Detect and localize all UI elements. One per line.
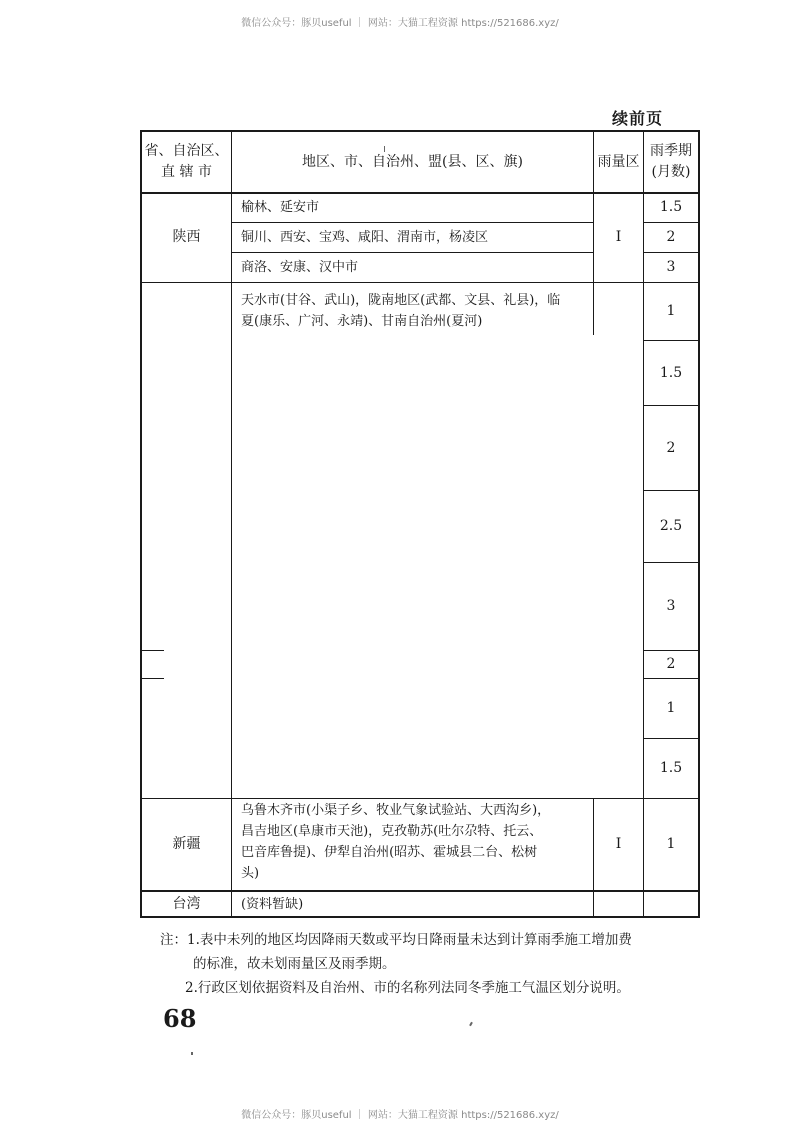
header-rain-zone: 雨量区 (597, 153, 640, 170)
province-cell: 陕西 (172, 229, 201, 245)
months-cell: 2 (666, 229, 676, 245)
region-cell: (资料暂缺) (241, 896, 304, 912)
table-notes (160, 928, 720, 1000)
months-cell: 2.5 (659, 518, 683, 534)
rain-zone-table (140, 130, 700, 918)
region-line: 头) (241, 866, 260, 881)
header-province-line1: 省、自治区、 (144, 143, 229, 159)
header-province-line2: 直 辖 市 (161, 164, 212, 180)
scan-speck (384, 146, 385, 152)
region-cell (241, 290, 593, 332)
region-line: 乌鲁木齐市(小渠子乡、牧业气象试验站、大西沟乡)， (241, 803, 551, 818)
table-border-right (698, 130, 700, 918)
scan-speck (469, 1022, 473, 1026)
page-number: 68 (163, 1004, 197, 1033)
region-line: 天水市(甘谷、武山)，陇南地区(武都、文县、礼县)，临 (241, 293, 561, 308)
months-cell: 1.5 (659, 199, 683, 215)
months-cell: 1.5 (659, 364, 683, 381)
row-rule-9a (140, 678, 164, 679)
months-cell: 1.5 (659, 760, 683, 776)
row-rule-8a (140, 650, 164, 651)
note-line: 注：1.表中未列的地区均因降雨天数或平均日降雨量未达到计算雨季施工增加费 (160, 932, 632, 948)
header-province (142, 132, 231, 192)
region-line: 夏(康乐、广河、永靖)、甘南自治州(夏河) (241, 314, 483, 329)
table-border-bottom (140, 916, 700, 918)
note-line: 的标准，故未划雨量区及雨季期。 (193, 956, 396, 972)
header-rain-period-line1: 雨季期 (650, 143, 692, 159)
region-cell: 商洛、安康、汉中市 (241, 260, 359, 275)
province-cell: 新疆 (172, 836, 201, 852)
continued-label: 续前页 (612, 109, 664, 128)
rain-zone-cell: Ⅰ (615, 836, 622, 852)
header-rain-period-line2: (月数) (651, 164, 691, 180)
note-line: 2.行政区划依据资料及自治州、市的名称列法同冬季施工气温区划分说明。 (185, 980, 630, 996)
header-region: 地区、市、自治州、盟(县、区、旗) (302, 153, 523, 170)
watermark-top: 微信公众号：豚贝useful ｜ 网站：大猫工程资源 https://521686.xyz/ (241, 18, 559, 29)
months-cell: 1 (666, 836, 676, 852)
row-rule-3 (140, 282, 700, 283)
rain-zone-cell: Ⅰ (615, 229, 622, 245)
watermark-bottom: 微信公众号：豚贝useful ｜ 网站：大猫工程资源 https://521686.xyz/ (241, 1110, 559, 1121)
region-line: 巴音库鲁提)、伊犁自治州(昭苏、霍城县二台、松树 (241, 845, 538, 860)
months-cell: 2 (666, 656, 676, 672)
months-cell: 2 (666, 439, 676, 456)
months-cell: 1 (666, 303, 676, 319)
scan-speck (191, 1052, 193, 1055)
months-cell: 3 (666, 598, 676, 614)
province-cell: 台湾 (172, 895, 201, 912)
region-cell: 铜川、西安、宝鸡、咸阳、渭南市，杨凌区 (241, 230, 489, 245)
months-cell: 3 (666, 259, 676, 275)
region-line: 昌吉地区(阜康市天池)，克孜勒苏(吐尔尕特、托云、 (241, 824, 543, 839)
months-cell: 1 (666, 700, 676, 716)
region-cell: 榆林、延安市 (241, 200, 320, 215)
region-cell (241, 800, 593, 884)
header-rain-period (644, 132, 698, 192)
